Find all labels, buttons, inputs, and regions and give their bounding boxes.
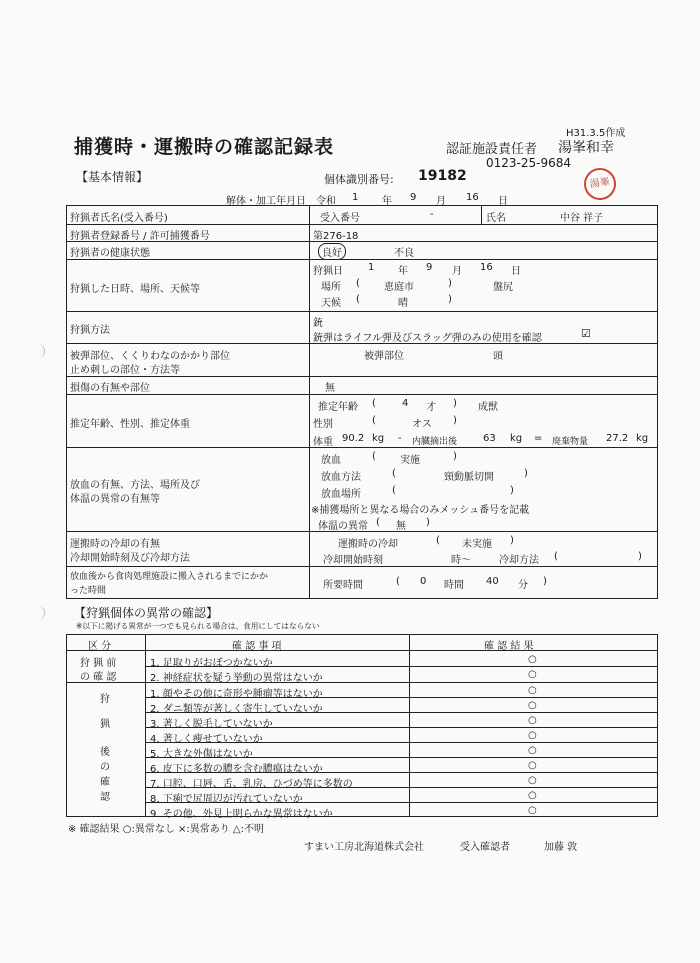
section-abnormal-check: 【狩猟個体の異常の確認】 [74, 606, 219, 620]
license-label: 狩猟者登録番号 / 許可捕獲番号 [70, 231, 210, 242]
hunt-place-close: ) [448, 278, 452, 289]
processing-date-year: 1 [352, 192, 359, 203]
transport-time-label-1: 放血後から食肉処理施設に搬入されるまでにかか [70, 572, 269, 582]
cooling-start-hour-suffix: 時〜 [451, 555, 471, 566]
weight-minus: - [398, 433, 402, 444]
bleed-place-open: ( [392, 485, 396, 496]
check-item-text: 1. 足取りがおぼつかないか [150, 658, 273, 669]
hunt-year-unit: 年 [398, 266, 408, 277]
bleed-place-close: ) [510, 485, 514, 496]
processing-date-day: 16 [466, 192, 479, 203]
required-time-minutes: 40 [486, 576, 499, 587]
check-item-text: 9. その他、外見上明らかな異常はないか [150, 809, 333, 820]
required-time-hours-unit: 時間 [444, 580, 464, 591]
bleed-method-open: ( [392, 468, 396, 479]
weather-value: 晴 [398, 298, 408, 309]
age-unit: 才 [426, 402, 436, 413]
bleed-close: ) [453, 451, 457, 462]
hunt-date-label: 狩猟した日時、場所、天候等 [70, 284, 200, 295]
check-item-text: 5. 大きな外傷はないか [150, 749, 253, 760]
processing-date-month-unit: 月 [436, 196, 446, 207]
hunt-day: 16 [480, 262, 493, 273]
phone-number: 0123-25-9684 [486, 156, 572, 170]
method-label: 狩猟方法 [70, 325, 110, 336]
age-label: 推定年齢、性別、推定体重 [70, 419, 190, 430]
bleed-place-label: 放血場所 [321, 489, 361, 500]
check-item-text: 7. 口腔、口唇、舌、乳房、ひづめ等に多数の [150, 779, 353, 790]
check-item-text: 2. 神経症状を疑う挙動の異常はないか [150, 673, 323, 684]
sex-open: ( [372, 415, 376, 426]
hunt-month-unit: 月 [452, 266, 462, 277]
temperature-open: ( [376, 517, 380, 528]
col-result-header: 確 認 結 果 [484, 641, 534, 652]
age-class: 成獣 [478, 402, 498, 413]
weight-unit-1: kg [372, 433, 385, 444]
result-legend: ※ 確認結果 ○:異常なし ×:異常あり △:不明 [68, 824, 264, 835]
bleed-open: ( [372, 451, 376, 462]
footer-receiver-label: 受入確認者 [460, 842, 510, 853]
sex-label: 性別 [313, 419, 333, 430]
before-hunt-label-1: 狩 猟 前 [80, 658, 117, 669]
method-confirm-checkbox: ☑ [581, 327, 591, 340]
cooling-method-close: ) [638, 551, 642, 562]
after-hunt-char-3: 後 [100, 747, 110, 758]
transport-cooling-value: 未実施 [462, 539, 492, 550]
required-time-label: 所要時間 [323, 580, 363, 591]
temperature-close: ) [426, 517, 430, 528]
hunter-name-field-label: 氏名 [486, 213, 506, 224]
abnormal-note: ※以下に掲げる異常が一つでも見られる場合は、食用にしてはならない [76, 622, 320, 632]
waste-label: 廃棄物量 [552, 437, 589, 447]
check-item-result: ○ [528, 715, 537, 726]
age-value: 4 [402, 398, 409, 409]
footer-company: すまい工房北海道株式会社 [304, 842, 424, 853]
document-date: H31.3.5作成 [566, 128, 626, 139]
age-field-label: 推定年齢 [318, 402, 358, 413]
waste-value: 27.2 [606, 433, 629, 444]
hunter-name-label: 狩猟者氏名(受入番号) [70, 213, 168, 224]
weight-unit-3: kg [636, 433, 649, 444]
health-label: 狩猟者の健康状態 [70, 248, 150, 259]
after-hunt-char-1: 狩 [100, 694, 110, 705]
weather-close: ) [448, 294, 452, 305]
health-bad: 不良 [394, 248, 414, 259]
hunt-place-label: 場所 [321, 282, 341, 293]
check-item-result: ○ [528, 700, 537, 711]
bleeding-label-1: 放血の有無、方法、場所及び [70, 480, 200, 491]
hunt-day-label: 狩猟日 [313, 266, 343, 277]
check-item-text: 6. 皮下に多数の膿を含む膿瘍はないか [150, 764, 323, 775]
cooling-method-label: 冷却方法 [499, 555, 539, 566]
processing-date-year-unit: 年 [382, 196, 392, 207]
punch-hole-mark [34, 344, 45, 358]
check-item-result: ○ [528, 730, 537, 741]
license-value: 第276-18 [313, 231, 359, 242]
method-type: 銃 [313, 318, 323, 329]
processing-date-era: 令和 [316, 196, 336, 207]
check-item-text: 3. 著しく脱毛していないか [150, 719, 273, 730]
after-hunt-char-2: 猟 [100, 719, 110, 730]
hunt-month: 9 [426, 262, 433, 273]
temperature-label: 体温の異常 [318, 521, 368, 532]
organ-removed-weight: 63 [483, 433, 496, 444]
check-item-text: 8. 下痢で尻周辺が汚れていないか [150, 794, 303, 805]
weight-equals: = [534, 433, 543, 444]
hunt-city: 恵庭市 [384, 282, 414, 293]
check-item-result: ○ [528, 760, 537, 771]
hunt-area: 盤尻 [493, 282, 513, 293]
check-item-text: 1. 顔やその他に奇形や腫瘤等はないか [150, 689, 323, 700]
responsible-label: 認証施設責任者 [446, 142, 538, 157]
transport-cooling-close: ) [510, 535, 514, 546]
col-item-header: 確 認 事 項 [232, 641, 282, 652]
shot-part-label-2: 止め刺しの部位・方法等 [70, 365, 180, 376]
check-item-text: 4. 著しく痩せていないか [150, 734, 263, 745]
weight-value: 90.2 [342, 433, 365, 444]
organ-removed-label: 内臓摘出後 [412, 437, 458, 447]
after-hunt-char-6: 認 [100, 792, 110, 803]
cooling-label-1: 運搬時の冷却の有無 [70, 539, 160, 550]
after-hunt-char-4: の [100, 762, 110, 773]
individual-id-label: 個体識別番号: [324, 173, 394, 186]
weather-open: ( [356, 294, 360, 305]
health-good-selected: 良好 [318, 243, 346, 260]
weather-label: 天候 [321, 298, 341, 309]
footer-receiver-name: 加藤 敦 [544, 842, 578, 853]
hunter-name-value: 中谷 祥子 [560, 213, 604, 224]
bleed-method-label: 放血方法 [321, 472, 361, 483]
responsible-seal: 湯峯 [582, 166, 618, 202]
col-category-header: 区 分 [88, 641, 112, 652]
processing-date-day-unit: 日 [498, 196, 508, 207]
check-item-result: ○ [528, 790, 537, 801]
required-time-close: ) [543, 576, 547, 587]
cooling-label-2: 冷却開始時刻及び冷却方法 [70, 553, 190, 564]
check-item-result: ○ [528, 654, 537, 665]
bleed-value: 実施 [400, 455, 420, 466]
transport-cooling-label: 運搬時の冷却 [338, 539, 398, 550]
age-close: ) [453, 398, 457, 409]
sex-value: オス [412, 419, 432, 430]
check-item-result: ○ [528, 685, 537, 696]
mesh-number-note: ※捕獲場所と異なる場合のみメッシュ番号を記載 [311, 505, 530, 516]
hunt-year: 1 [368, 262, 375, 273]
bleed-label: 放血 [321, 455, 341, 466]
weight-unit-2: kg [510, 433, 523, 444]
section-basic-info: 【基本情報】 [76, 170, 149, 184]
check-item-text: 2. ダニ類等が著しく寄生していないか [150, 704, 323, 715]
after-hunt-char-5: 確 [100, 777, 110, 788]
damage-value: 無 [325, 383, 335, 394]
damage-label: 損傷の有無や部位 [70, 383, 150, 394]
check-item-result: ○ [528, 669, 537, 680]
bleeding-label-2: 体温の異常の有無等 [70, 494, 160, 505]
hunt-place-open: ( [356, 278, 360, 289]
before-hunt-label-2: の 確 認 [80, 672, 117, 683]
check-item-result: ○ [528, 775, 537, 786]
receive-number-label: 受入番号 [320, 213, 360, 224]
hunt-day-unit: 日 [511, 266, 521, 277]
check-item-result: ○ [528, 745, 537, 756]
age-open: ( [372, 398, 376, 409]
cooling-method-open: ( [554, 551, 558, 562]
check-item-result: ○ [528, 805, 537, 816]
required-time-hours: 0 [420, 576, 427, 587]
weight-label: 体重 [313, 437, 333, 448]
required-time-open: ( [396, 576, 400, 587]
required-time-minutes-unit: 分 [518, 580, 528, 591]
cooling-start-label: 冷却開始時刻 [323, 555, 383, 566]
bleed-method-close: ) [524, 468, 528, 479]
shot-part-sub-label: 被弾部位 [364, 351, 404, 362]
responsible-name: 湯峯和幸 [558, 140, 614, 156]
transport-time-label-2: った時間 [70, 586, 107, 596]
processing-date-label: 解体・加工年月日 [226, 196, 306, 207]
transport-cooling-open: ( [436, 535, 440, 546]
shot-part-value: 頭 [493, 351, 503, 362]
shot-part-label-1: 被弾部位、くくりわなのかかり部位 [70, 351, 230, 362]
punch-hole-mark [34, 606, 45, 620]
individual-id: 19182 [418, 168, 467, 184]
temperature-value: 無 [396, 521, 406, 532]
receive-number-value: - [430, 209, 434, 220]
document-title: 捕獲時・運搬時の確認記録表 [74, 136, 335, 158]
processing-date-month: 9 [410, 192, 417, 203]
sex-close: ) [453, 415, 457, 426]
bleed-method-value: 頸動脈切開 [444, 472, 494, 483]
method-note: 銃弾はライフル弾及びスラッグ弾のみの使用を確認 [313, 333, 542, 344]
